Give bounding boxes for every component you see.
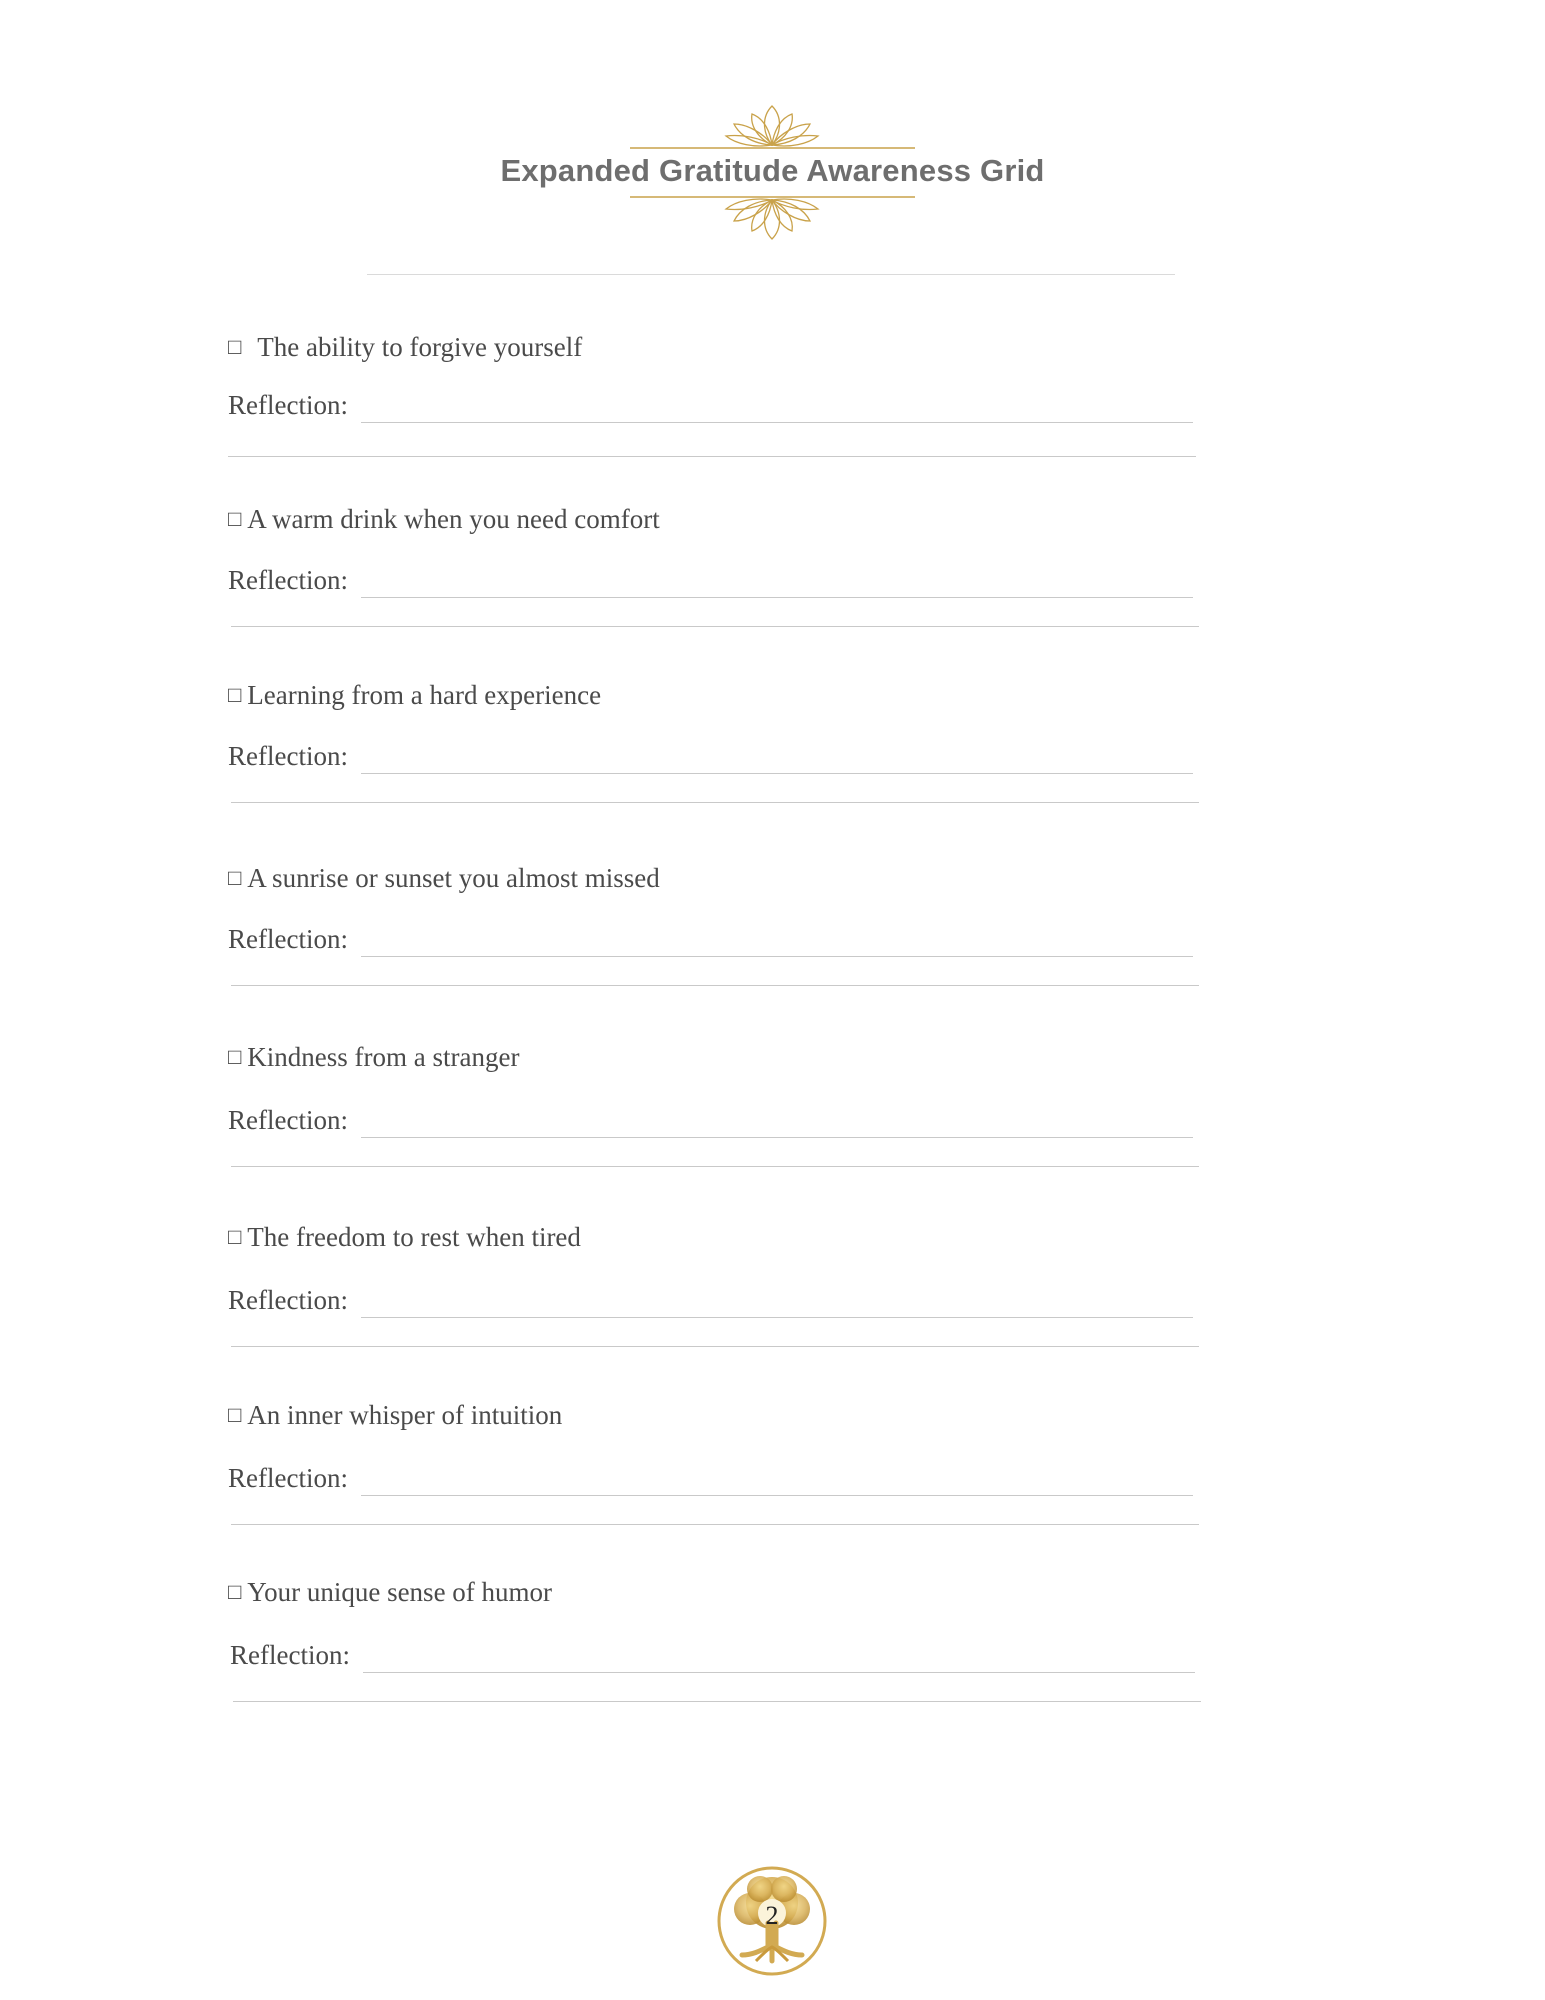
reflection-label: Reflection: bbox=[228, 390, 348, 420]
reflection-label: Reflection: bbox=[230, 1640, 350, 1670]
reflection-extra-line[interactable] bbox=[231, 626, 1199, 627]
reflection-label: Reflection: bbox=[228, 1285, 348, 1315]
prompt-text: The ability to forgive yourself bbox=[257, 332, 583, 362]
reflection-row bbox=[230, 1638, 1200, 1678]
gratitude-item bbox=[228, 1575, 1198, 1735]
reflection-row bbox=[228, 739, 1198, 779]
reflection-input-line[interactable] bbox=[361, 773, 1193, 774]
reflection-input-line[interactable] bbox=[361, 597, 1193, 598]
checkbox-icon[interactable]: □ bbox=[228, 334, 242, 359]
reflection-extra-line[interactable] bbox=[231, 1524, 1199, 1525]
reflection-row bbox=[228, 563, 1198, 603]
gratitude-prompt[interactable] bbox=[228, 678, 601, 712]
reflection-row bbox=[228, 922, 1198, 962]
gratitude-prompt[interactable] bbox=[228, 502, 660, 536]
reflection-label: Reflection: bbox=[228, 565, 348, 595]
prompt-text: Kindness from a stranger bbox=[247, 1042, 520, 1072]
gratitude-item bbox=[228, 1040, 1198, 1200]
gratitude-item bbox=[228, 502, 1198, 662]
gratitude-prompt[interactable] bbox=[228, 861, 660, 895]
reflection-extra-line[interactable] bbox=[231, 802, 1199, 803]
reflection-label: Reflection: bbox=[228, 1105, 348, 1135]
reflection-input-line[interactable] bbox=[361, 956, 1193, 957]
gratitude-prompt[interactable] bbox=[228, 1220, 581, 1254]
prompt-text: Learning from a hard experience bbox=[247, 680, 602, 710]
gratitude-prompt[interactable] bbox=[228, 1040, 519, 1074]
prompt-text: Your unique sense of humor bbox=[247, 1577, 553, 1607]
reflection-label: Reflection: bbox=[228, 924, 348, 954]
reflection-extra-line[interactable] bbox=[231, 985, 1199, 986]
reflection-row bbox=[228, 1283, 1198, 1323]
prompt-text: An inner whisper of intuition bbox=[247, 1400, 563, 1430]
gratitude-prompt[interactable] bbox=[228, 1398, 562, 1432]
checkbox-icon[interactable]: □ bbox=[228, 865, 242, 890]
prompt-text: A warm drink when you need comfort bbox=[247, 504, 660, 534]
checkbox-icon[interactable]: □ bbox=[228, 1579, 242, 1604]
reflection-input-line[interactable] bbox=[363, 1672, 1195, 1673]
reflection-row bbox=[228, 1461, 1198, 1501]
checkbox-icon[interactable]: □ bbox=[228, 1224, 242, 1249]
gratitude-prompt[interactable] bbox=[228, 1575, 552, 1609]
reflection-extra-line[interactable] bbox=[228, 456, 1196, 457]
prompt-text: A sunrise or sunset you almost missed bbox=[247, 863, 660, 893]
gratitude-item bbox=[228, 678, 1198, 838]
gratitude-item bbox=[228, 1220, 1198, 1380]
reflection-input-line[interactable] bbox=[361, 1495, 1193, 1496]
reflection-input-line[interactable] bbox=[361, 422, 1193, 423]
reflection-label: Reflection: bbox=[228, 1463, 348, 1493]
reflection-row bbox=[228, 388, 1198, 428]
reflection-extra-line[interactable] bbox=[231, 1346, 1199, 1347]
checkbox-icon[interactable]: □ bbox=[228, 1402, 242, 1427]
reflection-label: Reflection: bbox=[228, 741, 348, 771]
gratitude-item bbox=[228, 1398, 1198, 1558]
gratitude-item bbox=[228, 330, 1198, 490]
reflection-extra-line[interactable] bbox=[231, 1166, 1199, 1167]
page-footer bbox=[716, 1865, 828, 1977]
prompt-text: The freedom to rest when tired bbox=[247, 1222, 581, 1252]
reflection-extra-line[interactable] bbox=[233, 1701, 1201, 1702]
checkbox-icon[interactable]: □ bbox=[228, 506, 242, 531]
reflection-input-line[interactable] bbox=[361, 1317, 1193, 1318]
reflection-row bbox=[228, 1103, 1198, 1143]
checkbox-icon[interactable]: □ bbox=[228, 1044, 242, 1069]
page-title: Expanded Gratitude Awareness Grid bbox=[500, 153, 1045, 188]
gratitude-item bbox=[228, 861, 1198, 1021]
gratitude-prompt[interactable] bbox=[228, 330, 582, 364]
reflection-input-line[interactable] bbox=[361, 1137, 1193, 1138]
checkbox-icon[interactable]: □ bbox=[228, 682, 242, 707]
page-number: 2 bbox=[765, 1901, 779, 1930]
